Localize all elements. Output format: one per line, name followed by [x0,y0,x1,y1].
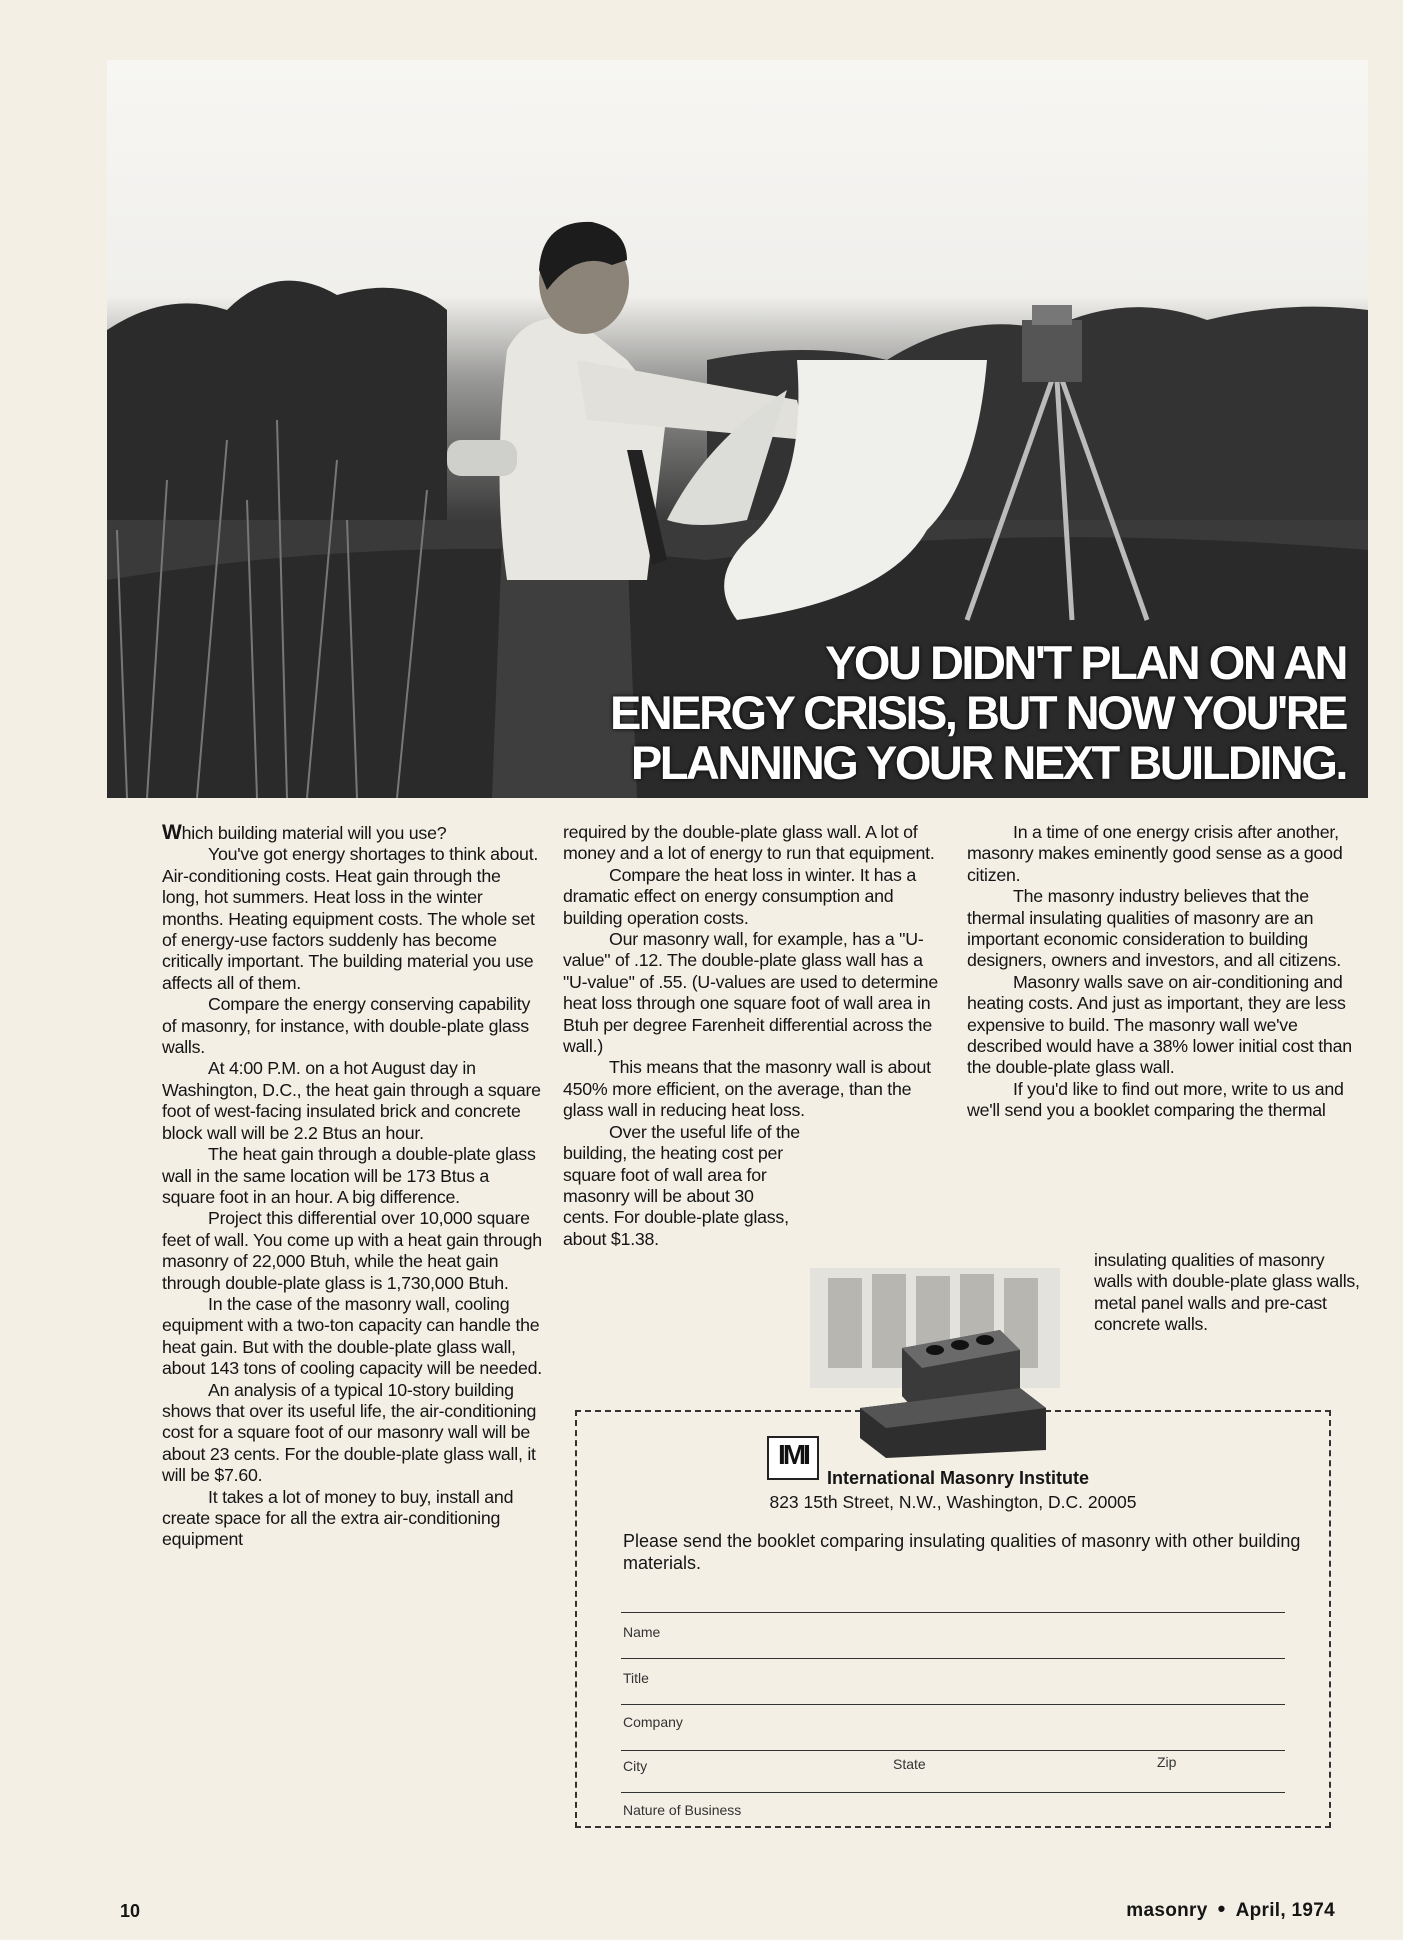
name-field-label: Name [623,1624,661,1640]
paragraph-wrap: insulating qualities of masonry walls with double-plate glass walls, metal panel walls and pre-cast concrete walls. [1094,1250,1360,1335]
paragraph: required by the double-plate glass wall. A lot of money and a lot of energy to run that equipment. [563,822,935,864]
imi-logo: IMI [767,1436,819,1480]
paragraph: In a time of one energy crisis after another, masonry makes eminently good sense as a good citizen. [967,822,1343,885]
paragraph: building, the heating cost per square foot of wall area for masonry will be about 30 cents. For double-plate glass, about $1.38. [563,1143,789,1249]
hero-photo [107,60,1368,798]
publication-footer [1126,1896,1335,1922]
paragraph: If you'd like to find out more, write to us and we'll send you a booklet comparing the thermal [967,1078,1344,1121]
headline [610,638,1346,788]
request-coupon [575,1410,1331,1828]
paragraph: You've got energy shortages to think about. Air-conditioning costs. Heat gain through the long, hot summers. Heat loss in the winter months. Heating equipment costs. The whole set of energy-use factors suddenly has become critically important. The building material you use affects all of them. [162,844,539,993]
paragraph: It takes a lot of money to buy, install and create space for all the extra air-conditioning equipment [162,1486,514,1550]
paragraph: Project this differential over 10,000 square feet of wall. You come up with a heat gain through masonry of 22,000 Btuh, while the heat gain through double-plate glass is 1,730,000 Btuh. [162,1208,542,1293]
headline-line: YOU DIDN'T PLAN ON AN [825,636,1346,689]
city-field-label: City [623,1758,648,1774]
name-field-line[interactable] [621,1612,1285,1613]
body-column-3 [967,822,1352,1122]
organization-name: International Masonry Institute [827,1468,1090,1488]
business-field-line[interactable] [621,1792,1285,1793]
paragraph: An analysis of a typical 10-story building shows that over its useful life, the air-conditioning cost for a square foot of our masonry wall will be about 23 cents. For the double-plate glass wall, it will be $7.60. [162,1379,537,1486]
paragraph: The heat gain through a double-plate glass wall in the same location will be 173 Btus a square foot in an hour. A big difference. [162,1144,536,1207]
paragraph: Compare the heat loss in winter. It has a dramatic effect on energy consumption and building operation costs. [563,864,917,928]
masonry-block-illustration [810,1268,1060,1458]
organization-address: 823 15th Street, N.W., Washington, D.C. 20005 [769,1492,1137,1512]
body-column-1 [162,822,542,1551]
paragraph: At 4:00 P.M. on a hot August day in Washington, D.C., the heat gain through a square foot of west-facing insulated brick and concrete block wall will be 2.2 Btus an hour. [162,1058,541,1143]
company-field-line[interactable] [621,1704,1285,1705]
publication-date: April, 1974 [1235,1900,1335,1921]
headline-line: PLANNING YOUR NEXT BUILDING. [630,736,1346,789]
body-column-2 [563,822,947,1250]
business-field-label: Nature of Business [623,1802,742,1818]
city-state-zip-field-line[interactable] [621,1750,1285,1751]
zip-field-label: Zip [1157,1754,1177,1770]
state-field-label: State [893,1756,926,1772]
company-field-label: Company [623,1714,683,1730]
headline-line: ENERGY CRISIS, BUT NOW YOU'RE [609,686,1346,739]
title-field-line[interactable] [621,1658,1285,1659]
coupon-request-text: Please send the booklet comparing insulating qualities of masonry with other building materials. [623,1531,1301,1573]
publication-name: masonry [1126,1900,1208,1921]
paragraph: The masonry industry believes that the thermal insulating qualities of masonry are an important economic consideration to building designers, owners and investors, and all citizens. [967,886,1341,971]
bullet-icon: • [1217,1896,1226,1921]
paragraph: This means that the masonry wall is about 450% more efficient, on the average, than the glass wall in reducing heat loss. [563,1057,931,1121]
paragraph: Over the useful life of the [609,1121,800,1142]
title-field-label: Title [623,1670,649,1686]
paragraph: Compare the energy conserving capability of masonry, for instance, with double-plate glass walls. [162,994,531,1058]
paragraph: Which building material will you use? [162,821,447,844]
paragraph: Our masonry wall, for example, has a "U-value" of .12. The double-plate glass wall has a "U-value" of .55. (U-values are used to determine heat loss through one square foot of wall area in Btuh per degree Farenheit differential across the wall.) [563,929,938,1057]
paragraph: In the case of the masonry wall, cooling equipment with a two-ton capacity can handle the heat gain. But with the double-plate glass wall, about 143 tons of cooling capacity will be needed. [162,1293,542,1379]
paragraph: Masonry walls save on air-conditioning and heating costs. And just as important, they are less expensive to build. The masonry wall we've described would have a 38% lower initial cost than the double-plate glass wall. [967,971,1352,1078]
page-number: 10 [120,1901,141,1921]
